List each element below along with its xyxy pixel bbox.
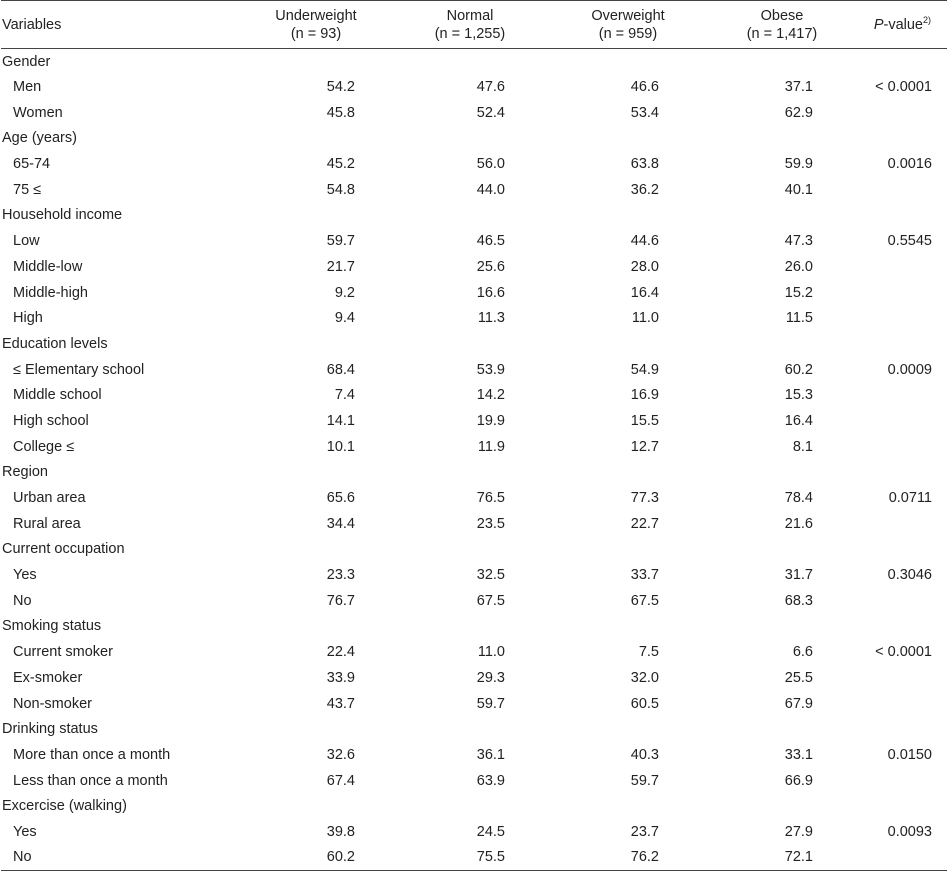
- table-row: [1, 845, 947, 871]
- row-label: ≤ Elementary school: [13, 361, 145, 378]
- row-pvalue: [857, 588, 947, 614]
- row-pvalue: < 0.0001: [875, 79, 932, 96]
- row-pvalue: 0.5545: [887, 233, 932, 250]
- row-value: 10.1: [326, 438, 355, 455]
- row-value: 33.1: [784, 746, 813, 763]
- group-row: [1, 331, 947, 357]
- row-value: 53.4: [630, 104, 659, 121]
- row-value: 29.3: [476, 669, 505, 686]
- row-value: 23.7: [630, 823, 659, 840]
- row-value: 37.1: [784, 79, 813, 96]
- header-underweight-label: Underweight: [275, 7, 357, 24]
- row-label: 75 ≤: [13, 181, 42, 198]
- row-label: Ex-smoker: [13, 669, 83, 686]
- row-value: 67.5: [630, 592, 659, 609]
- row-value: 16.9: [630, 387, 659, 404]
- group-label: Education levels: [2, 335, 108, 352]
- row-value: 56.0: [476, 156, 505, 173]
- row-value: 24.5: [476, 823, 505, 840]
- row-value: 9.4: [334, 310, 355, 327]
- table-row: [1, 511, 947, 537]
- table-row: [1, 588, 947, 614]
- table-row: [1, 151, 947, 177]
- row-label: Urban area: [13, 490, 86, 507]
- header-pvalue-text: -value: [883, 16, 923, 33]
- row-value: 34.4: [326, 515, 355, 532]
- row-value: 15.2: [784, 284, 813, 301]
- row-value: 60.5: [630, 695, 659, 712]
- row-value: 8.1: [792, 438, 813, 455]
- group-label: Smoking status: [2, 618, 102, 635]
- row-value: 11.3: [477, 310, 505, 327]
- row-value: 62.9: [784, 104, 813, 121]
- row-value: 11.9: [477, 438, 505, 455]
- row-pvalue: [857, 665, 947, 691]
- row-value: 59.9: [784, 156, 813, 173]
- header-normal-n: (n = 1,255): [434, 25, 506, 42]
- row-value: 25.5: [784, 669, 813, 686]
- row-label: Women: [13, 104, 63, 121]
- header-obese-n: (n = 1,417): [746, 25, 818, 42]
- row-value: 14.1: [326, 412, 355, 429]
- group-row: [1, 537, 947, 563]
- row-value: 54.8: [326, 181, 355, 198]
- group-row: [1, 793, 947, 819]
- row-pvalue: [857, 845, 947, 871]
- group-label: Drinking status: [2, 721, 98, 738]
- header-overweight-n: (n = 959): [598, 25, 658, 42]
- table-row: [1, 305, 947, 331]
- row-value: 67.9: [784, 695, 813, 712]
- row-value: 67.4: [326, 772, 355, 789]
- row-label: Yes: [13, 567, 37, 584]
- row-value: 14.2: [476, 387, 505, 404]
- row-pvalue: 0.0016: [887, 156, 932, 173]
- row-label: Middle school: [13, 387, 102, 404]
- row-value: 31.7: [784, 567, 813, 584]
- group-row: [1, 126, 947, 152]
- row-value: 36.1: [476, 746, 505, 763]
- row-value: 7.4: [334, 387, 355, 404]
- row-value: 43.7: [326, 695, 355, 712]
- row-value: 59.7: [476, 695, 505, 712]
- row-pvalue: 0.3046: [887, 567, 932, 584]
- row-pvalue: [857, 434, 947, 460]
- row-pvalue: 0.0711: [888, 490, 932, 507]
- row-value: 60.2: [241, 845, 391, 871]
- row-label: College ≤: [13, 438, 75, 455]
- row-label: 65-74: [13, 156, 51, 173]
- row-value: 46.6: [630, 79, 659, 96]
- row-value: 21.7: [326, 258, 355, 275]
- group-label: Current occupation: [2, 541, 125, 558]
- row-label: Middle-low: [13, 258, 83, 275]
- group-label: Household income: [2, 207, 123, 224]
- group-label: Excercise (walking): [2, 798, 127, 815]
- header-obese: [707, 1, 857, 49]
- table-row: [1, 408, 947, 434]
- table-row: [1, 639, 947, 665]
- row-value: 78.4: [784, 490, 813, 507]
- row-value: 27.9: [784, 823, 813, 840]
- table-row: [1, 665, 947, 691]
- row-value: 68.3: [784, 592, 813, 609]
- row-pvalue: 0.0150: [887, 746, 932, 763]
- table-row: [1, 74, 947, 100]
- row-pvalue: [857, 382, 947, 408]
- table-row: [1, 485, 947, 511]
- row-label: Current smoker: [13, 644, 113, 661]
- row-value: 12.7: [630, 438, 659, 455]
- table-row: [1, 562, 947, 588]
- row-value: 76.7: [326, 592, 355, 609]
- row-value: 33.9: [326, 669, 355, 686]
- row-pvalue: [857, 177, 947, 203]
- row-value: 19.9: [476, 412, 505, 429]
- row-pvalue: [857, 280, 947, 306]
- data-table: [1, 0, 947, 871]
- table-header-row: [1, 1, 947, 49]
- row-value: 32.0: [630, 669, 659, 686]
- table-row: [1, 228, 947, 254]
- header-pvalue-footnote: 2): [922, 14, 931, 25]
- group-row: [1, 460, 947, 486]
- group-row: [1, 614, 947, 640]
- row-value: 11.5: [785, 310, 813, 327]
- row-value: 6.6: [792, 644, 813, 661]
- header-pvalue-italic: P: [873, 16, 884, 33]
- row-value: 45.8: [326, 104, 355, 121]
- header-overweight: [549, 1, 707, 49]
- group-label: Gender: [2, 53, 51, 70]
- row-value: 39.8: [326, 823, 355, 840]
- group-label: Age (years): [2, 130, 77, 147]
- row-value: 16.4: [630, 284, 659, 301]
- header-underweight: [241, 1, 391, 49]
- row-value: 21.6: [784, 515, 813, 532]
- row-value: 60.2: [784, 361, 813, 378]
- table-row: [1, 742, 947, 768]
- header-normal: [391, 1, 549, 49]
- row-value: 47.6: [476, 79, 505, 96]
- row-value: 46.5: [476, 233, 505, 250]
- row-label: Middle-high: [13, 284, 88, 301]
- row-value: 76.5: [476, 490, 505, 507]
- row-value: 40.3: [630, 746, 659, 763]
- row-value: 32.6: [326, 746, 355, 763]
- row-pvalue: 0.0093: [887, 823, 932, 840]
- row-value: 28.0: [630, 258, 659, 275]
- row-value: 63.9: [476, 772, 505, 789]
- row-value: 9.2: [334, 284, 355, 301]
- header-normal-label: Normal: [446, 7, 494, 24]
- row-value: 44.0: [476, 181, 505, 198]
- row-label: High: [13, 310, 43, 327]
- row-value: 32.5: [476, 567, 505, 584]
- header-pvalue: [857, 1, 947, 49]
- row-value: 66.9: [784, 772, 813, 789]
- row-value: 11.0: [477, 644, 505, 661]
- header-variables: Variables: [1, 1, 241, 49]
- row-label: More than once a month: [13, 746, 171, 763]
- row-value: 76.2: [549, 845, 707, 871]
- table-row: [1, 819, 947, 845]
- table-row: [1, 100, 947, 126]
- row-value: 16.4: [784, 412, 813, 429]
- row-value: 65.6: [326, 490, 355, 507]
- row-pvalue: [857, 768, 947, 794]
- group-row: [1, 716, 947, 742]
- row-value: 26.0: [784, 258, 813, 275]
- table-row: [1, 280, 947, 306]
- row-pvalue: [857, 511, 947, 537]
- row-value: 53.9: [476, 361, 505, 378]
- row-value: 72.1: [707, 845, 857, 871]
- row-label: High school: [13, 412, 89, 429]
- row-value: 22.7: [630, 515, 659, 532]
- row-value: 47.3: [784, 233, 813, 250]
- group-label: Region: [2, 464, 48, 481]
- row-value: 44.6: [630, 233, 659, 250]
- row-value: 16.6: [476, 284, 505, 301]
- row-value: 7.5: [638, 644, 659, 661]
- row-label: Yes: [13, 823, 37, 840]
- row-pvalue: 0.0009: [887, 361, 932, 378]
- row-value: 52.4: [476, 104, 505, 121]
- row-value: 11.0: [631, 310, 659, 327]
- table-row: [1, 357, 947, 383]
- header-obese-label: Obese: [760, 7, 804, 24]
- row-label: Non-smoker: [13, 695, 92, 712]
- row-value: 75.5: [391, 845, 549, 871]
- row-label: Men: [13, 79, 42, 96]
- row-label: No: [1, 845, 241, 871]
- row-label: Less than once a month: [13, 772, 168, 789]
- row-label: No: [13, 592, 32, 609]
- table-body: [1, 49, 947, 871]
- table-row: [1, 177, 947, 203]
- row-value: 23.5: [476, 515, 505, 532]
- group-row: [1, 49, 947, 75]
- table-row: [1, 382, 947, 408]
- row-value: 33.7: [630, 567, 659, 584]
- table-row: [1, 434, 947, 460]
- row-value: 45.2: [326, 156, 355, 173]
- row-value: 59.7: [326, 233, 355, 250]
- row-label: Rural area: [13, 515, 81, 532]
- row-value: 15.3: [784, 387, 813, 404]
- row-pvalue: [857, 254, 947, 280]
- row-pvalue: [857, 305, 947, 331]
- header-overweight-label: Overweight: [591, 7, 665, 24]
- row-value: 63.8: [630, 156, 659, 173]
- table-row: [1, 254, 947, 280]
- row-value: 22.4: [326, 644, 355, 661]
- row-value: 77.3: [630, 490, 659, 507]
- row-value: 59.7: [630, 772, 659, 789]
- row-value: 23.3: [326, 567, 355, 584]
- row-value: 54.2: [326, 79, 355, 96]
- row-value: 40.1: [784, 181, 813, 198]
- row-label: Low: [13, 233, 40, 250]
- row-value: 36.2: [630, 181, 659, 198]
- group-row: [1, 203, 947, 229]
- row-pvalue: < 0.0001: [875, 644, 932, 661]
- row-value: 67.5: [476, 592, 505, 609]
- table-row: [1, 691, 947, 717]
- row-pvalue: [857, 100, 947, 126]
- row-pvalue: [857, 408, 947, 434]
- row-value: 54.9: [630, 361, 659, 378]
- row-value: 15.5: [630, 412, 659, 429]
- table-row: [1, 768, 947, 794]
- row-value: 68.4: [326, 361, 355, 378]
- row-value: 25.6: [476, 258, 505, 275]
- row-pvalue: [857, 691, 947, 717]
- header-underweight-n: (n = 93): [290, 25, 342, 42]
